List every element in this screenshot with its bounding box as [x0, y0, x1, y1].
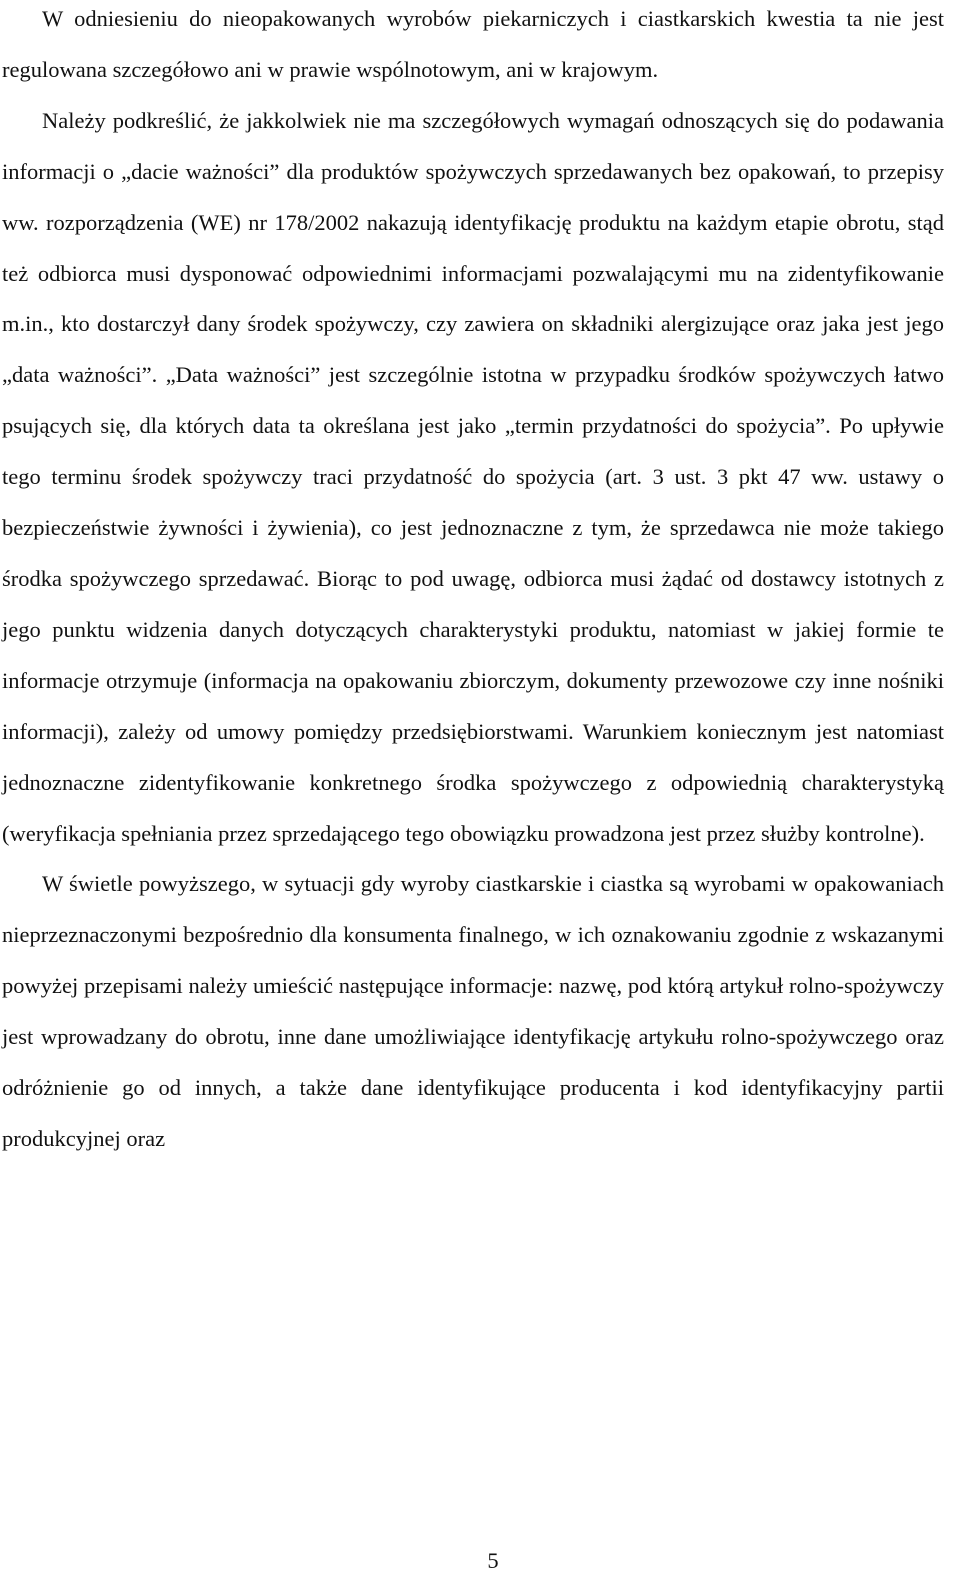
paragraph: Należy podkreślić, że jakkolwiek nie ma szczegółowych wymagań odnoszących się do podawania informacji o „dacie ważności” dla produktów spożywczych sprzedawanych bez opakowań, to przepisy ww. rozporządzenia (WE) nr 178/2002 nakazują identyfikację produktu na każdym etapie obrotu, stąd też odbiorca musi dysponować odpowiednimi informacjami pozwalającymi mu na zidentyfikowanie m.in., kto dostarczył dany środek spożywczy, czy zawiera on składniki alergizujące oraz jaka jest jego „data ważności”. „Data ważności” jest szczególnie istotna w przypadku środków spożywczych łatwo psujących się, dla których data ta określana jest jako „termin przydatności do spożycia”. Po upływie tego terminu środek spożywczy traci przydatność do spożycia (art. 3 ust. 3 pkt 47 ww. ustawy o bezpieczeństwie żywności i żywienia), co jest jednoznaczne z tym, że sprzedawca nie może takiego środka spożywczego sprzedawać. Biorąc to pod uwagę, odbiorca musi żądać od dostawcy istotnych z jego punktu widzenia danych dotyczących charakterystyki produktu, natomiast w jakiej formie te informacje otrzymuje (informacja na opakowaniu zbiorczym, dokumenty przewozowe czy inne nośniki informacji), zależy od umowy pomiędzy przedsiębiorstwami. Warunkiem koniecznym jest natomiast jednoznaczne zidentyfikowanie konkretnego środka spożywczego z odpowiednią charakterystyką (weryfikacja spełniania przez sprzedającego tego obowiązku prowadzona jest przez służby kontrolne). — [2, 107, 944, 846]
paragraph: W świetle powyższego, w sytuacji gdy wyroby ciastkarskie i ciastka są wyrobami w opakowaniach nieprzeznaczonymi bezpośrednio dla konsumenta finalnego, w ich oznakowaniu zgodnie z wskazanymi powyżej przepisami należy umieścić następujące informacje: nazwę, pod którą artykuł rolno-spożywczy jest wprowadzany do obrotu, inne dane umożliwiające identyfikację artykułu rolno-spożywczego oraz odróżnienie go od innych, a także dane identyfikujące producenta i kod identyfikacyjny partii produkcyjnej oraz — [2, 871, 944, 1151]
body-text — [2, 0, 944, 1165]
paragraph: W odniesieniu do nieopakowanych wyrobów piekarniczych i ciastkarskich kwestia ta nie jest regulowana szczegółowo ani w prawie wspólnotowym, ani w krajowym. — [2, 6, 944, 82]
page-number: 5 — [487, 1548, 499, 1573]
